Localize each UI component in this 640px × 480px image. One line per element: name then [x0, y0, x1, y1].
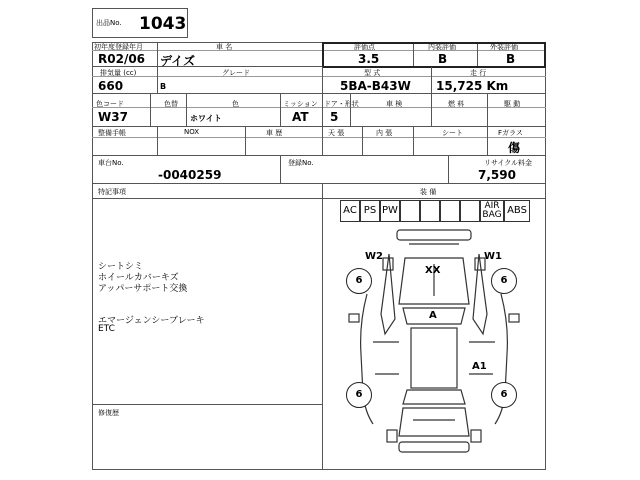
vline: [487, 127, 488, 156]
interior-trim-label: 内 張: [376, 129, 393, 137]
f-glass-value: 傷: [508, 141, 521, 155]
tire-front-left: 6: [346, 268, 372, 294]
vline: [350, 94, 351, 127]
lot-number-label: 出品No.: [96, 19, 122, 27]
mileage-label: 走 行: [470, 69, 487, 77]
reg-no-label: 登録No.: [288, 159, 314, 167]
equipment-empty: [400, 200, 420, 222]
seat-label: シート: [442, 129, 463, 137]
vline: [448, 156, 449, 184]
damage-mark-a1: A1: [472, 361, 487, 372]
color-value: ホワイト: [190, 114, 222, 123]
notes-area: [92, 199, 322, 404]
damage-mark-a: A: [429, 310, 437, 321]
vline: [150, 94, 151, 127]
lot-number: 1043: [139, 14, 187, 34]
tire-front-right: 6: [491, 268, 517, 294]
equipment-pw: PW: [380, 200, 400, 222]
color-code-value: W37: [98, 110, 128, 124]
car-name-label: 車 名: [216, 43, 233, 51]
car-name-value: デイズ: [160, 54, 196, 68]
note-line: シートシミ: [98, 262, 144, 272]
transmission-value: AT: [292, 110, 309, 124]
equipment-abs: ABS: [504, 200, 530, 222]
interior-label: 内装評価: [428, 43, 456, 51]
note-line: ETC: [98, 324, 115, 334]
divider: [92, 137, 546, 138]
vline: [157, 127, 158, 156]
grade-value: B: [160, 82, 167, 91]
score-value: 3.5: [358, 52, 380, 66]
equipment-label: 装 備: [420, 188, 437, 196]
score-label: 評価点: [354, 43, 375, 51]
divider: [92, 107, 546, 108]
notes-label: 特記事項: [98, 188, 126, 196]
drive-label: 駆 動: [504, 100, 521, 108]
repair-label: 修復歴: [98, 409, 119, 417]
f-glass-label: Fガラス: [498, 129, 523, 137]
vline: [431, 67, 432, 94]
tire-rear-left: 6: [346, 382, 372, 408]
mileage-value: 15,725 Km: [436, 79, 509, 93]
displacement-value: 660: [98, 79, 124, 93]
equipment-empty: [440, 200, 460, 222]
vline: [280, 94, 281, 127]
recycle-value: 7,590: [478, 168, 516, 182]
interior-value: B: [438, 52, 448, 66]
door-shape-value: 5: [330, 110, 339, 124]
vline: [322, 67, 323, 94]
vline: [322, 127, 323, 156]
model-value: 5BA-B43W: [340, 79, 411, 93]
vline: [157, 67, 158, 94]
first-reg-label: 初年度登録年月: [94, 43, 143, 51]
vline: [487, 94, 488, 127]
vline: [186, 94, 187, 127]
exterior-value: B: [506, 52, 516, 66]
vline: [157, 42, 158, 67]
note-line: エマージェンシーブレーキ: [98, 316, 205, 326]
vline: [322, 94, 323, 127]
note-line: アッパーサポート交換: [98, 284, 188, 294]
damage-mark-xx: XX: [425, 265, 441, 276]
inspection-label: 車 検: [386, 100, 403, 108]
sunroof-label: 天 張: [328, 129, 345, 137]
score-box: [322, 42, 546, 68]
chassis-label: 車台No.: [98, 159, 124, 167]
note-line: ホイールカバーキズ: [98, 273, 179, 283]
chassis-value: -0040259: [158, 168, 222, 182]
damage-mark-w1: W1: [484, 251, 502, 262]
vline: [362, 127, 363, 156]
damage-mark-w2: W2: [365, 251, 383, 262]
vline: [431, 94, 432, 127]
recycle-label: リサイクル料金: [484, 159, 533, 167]
car-outline: [349, 230, 519, 452]
vline: [413, 127, 414, 156]
row-notes-header: [92, 184, 546, 199]
repair-divider: [92, 404, 322, 405]
model-label: 型 式: [364, 69, 381, 77]
row-maintenance: [92, 127, 546, 156]
transmission-label: ミッション: [283, 100, 318, 108]
vehicle-diagram: [323, 224, 545, 469]
tire-rear-right: 6: [491, 382, 517, 408]
equipment-ac: AC: [340, 200, 360, 222]
equipment-air-bag: AIR BAG: [480, 200, 504, 222]
history-label: 車 歴: [266, 129, 283, 137]
first-reg-value: R02/06: [98, 52, 146, 66]
color-code-label: 色コード: [96, 100, 124, 108]
equipment-empty: [420, 200, 440, 222]
grade-label: グレード: [222, 69, 250, 77]
fuel-label: 燃 料: [448, 100, 465, 108]
equipment-ps: PS: [360, 200, 380, 222]
lot-number-box: [92, 8, 188, 38]
vline: [245, 127, 246, 156]
displacement-label: 排気量 (cc): [100, 69, 137, 77]
door-shape-label: ドア・形状: [324, 100, 359, 108]
nox-label: NOX: [184, 128, 200, 136]
color-change-label: 色替: [164, 100, 178, 108]
exterior-label: 外装評価: [490, 43, 518, 51]
color-label: 色: [232, 100, 239, 108]
vline: [280, 156, 281, 184]
row-color: [92, 94, 546, 127]
maintenance-label: 整備手帳: [98, 129, 126, 137]
equipment-empty: [460, 200, 480, 222]
